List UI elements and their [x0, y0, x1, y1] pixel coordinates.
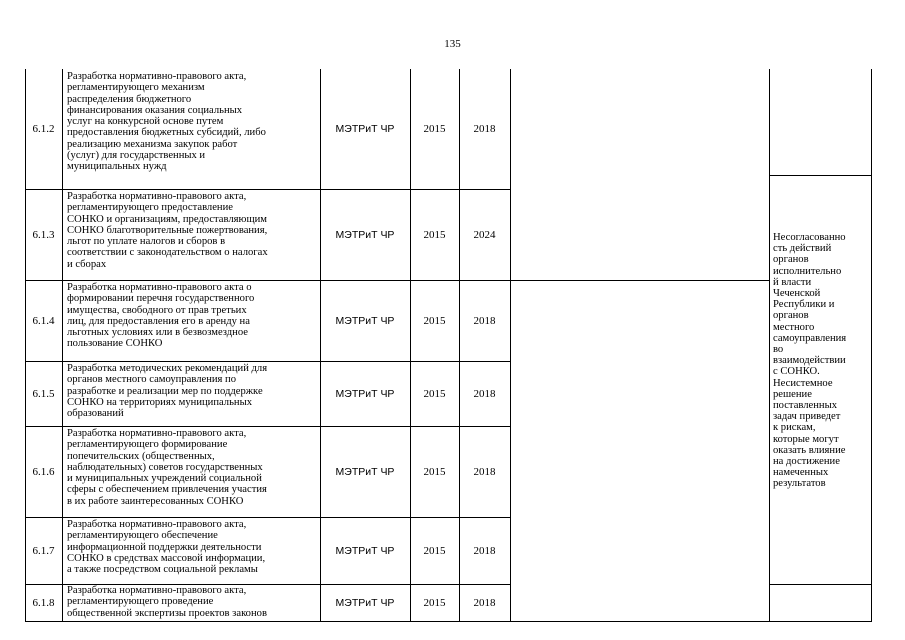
col-border — [510, 69, 511, 622]
row-number: 6.1.5 — [32, 387, 55, 400]
row-description: Разработка нормативно-правового акта, регламентирующего формирование попечительских (общественных, наблюдательных) советов государственных и муниципальных учреждений социальной сферы с обеспечением привлечения участия в их работе заинтересованных СОНКО — [67, 428, 267, 507]
page-number: 135 — [444, 38, 461, 50]
row-description: Разработка нормативно-правового акта, регламентирующего обеспечение информационной поддержки деятельности СОНКО в средствах массовой информации, а также посредством социальной рекламы — [67, 519, 266, 576]
row-number: 6.1.4 — [32, 314, 55, 327]
row-start-year: 2015 — [423, 465, 446, 478]
row-end-year: 2018 — [473, 465, 496, 478]
row-responsible: МЭТРиТ ЧР — [335, 544, 395, 557]
row-number: 6.1.6 — [32, 465, 55, 478]
risk-description: Несогласованно сть действий органов исполнительно й власти Чеченской Республики и органов местного самоуправления во взаимодействии с СОНКО. Несистемное решение поставленных задач приведет к рискам, которые могут оказать влияние на достижение намеченных результатов — [773, 232, 847, 490]
row-description: Разработка методических рекомендаций для органов местного самоуправления по разработке и реализации мер по поддержке СОНКО на территориях муниципальных образований — [67, 363, 268, 420]
row-responsible: МЭТРиТ ЧР — [335, 314, 395, 327]
row-start-year: 2015 — [423, 228, 446, 241]
table-bottom-border — [25, 621, 872, 622]
row-number: 6.1.2 — [32, 123, 55, 135]
row-start-year: 2015 — [423, 123, 446, 135]
row-description: Разработка нормативно-правового акта о формировании перечня государственного имущества, свободного от прав третьих лиц, для предоставления его в аренду на льготных условиях или в безвозмездное пользование СОНКО — [67, 282, 255, 350]
row-end-year: 2018 — [473, 123, 496, 135]
row-end-year: 2018 — [473, 544, 496, 557]
risk-cell-border — [769, 584, 872, 585]
row-description: Разработка нормативно-правового акта, регламентирующего проведение общественной экспертизы проектов законов — [67, 585, 267, 619]
row-responsible: МЭТРиТ ЧР — [335, 228, 395, 241]
row-description: Разработка нормативно-правового акта, регламентирующего механизм распределения бюджетного финансирования оказания социальных услуг на конкурсной основе путем предоставления бюджетных субсидий, либо реализацию механизма закупок работ (услуг) для государственных и муниципальных нужд — [67, 71, 266, 173]
row-number: 6.1.3 — [32, 228, 55, 241]
row-end-year: 2024 — [473, 228, 496, 241]
row-start-year: 2015 — [423, 387, 446, 400]
row-responsible: МЭТРиТ ЧР — [335, 465, 395, 478]
row-number: 6.1.8 — [32, 596, 55, 609]
row-end-year: 2018 — [473, 387, 496, 400]
row-responsible: МЭТРиТ ЧР — [335, 596, 395, 609]
row-start-year: 2015 — [423, 544, 446, 557]
col-border — [871, 69, 872, 622]
row-start-year: 2015 — [423, 314, 446, 327]
row-end-year: 2018 — [473, 596, 496, 609]
col-border — [769, 69, 770, 622]
measures-table — [25, 69, 872, 622]
row-responsible: МЭТРиТ ЧР — [335, 123, 395, 135]
risk-cell-border — [769, 175, 872, 176]
merged-cell-border — [510, 280, 769, 281]
row-end-year: 2018 — [473, 314, 496, 327]
row-number: 6.1.7 — [32, 544, 55, 557]
row-description: Разработка нормативно-правового акта, регламентирующего предоставление СОНКО и организациям, предоставляющим СОНКО благотворительные пожертвования, льгот по уплате налогов и сборов в соответствии с законодательством о налогах и сборах — [67, 191, 268, 270]
row-responsible: МЭТРиТ ЧР — [335, 387, 395, 400]
row-start-year: 2015 — [423, 596, 446, 609]
col-border — [62, 69, 63, 622]
